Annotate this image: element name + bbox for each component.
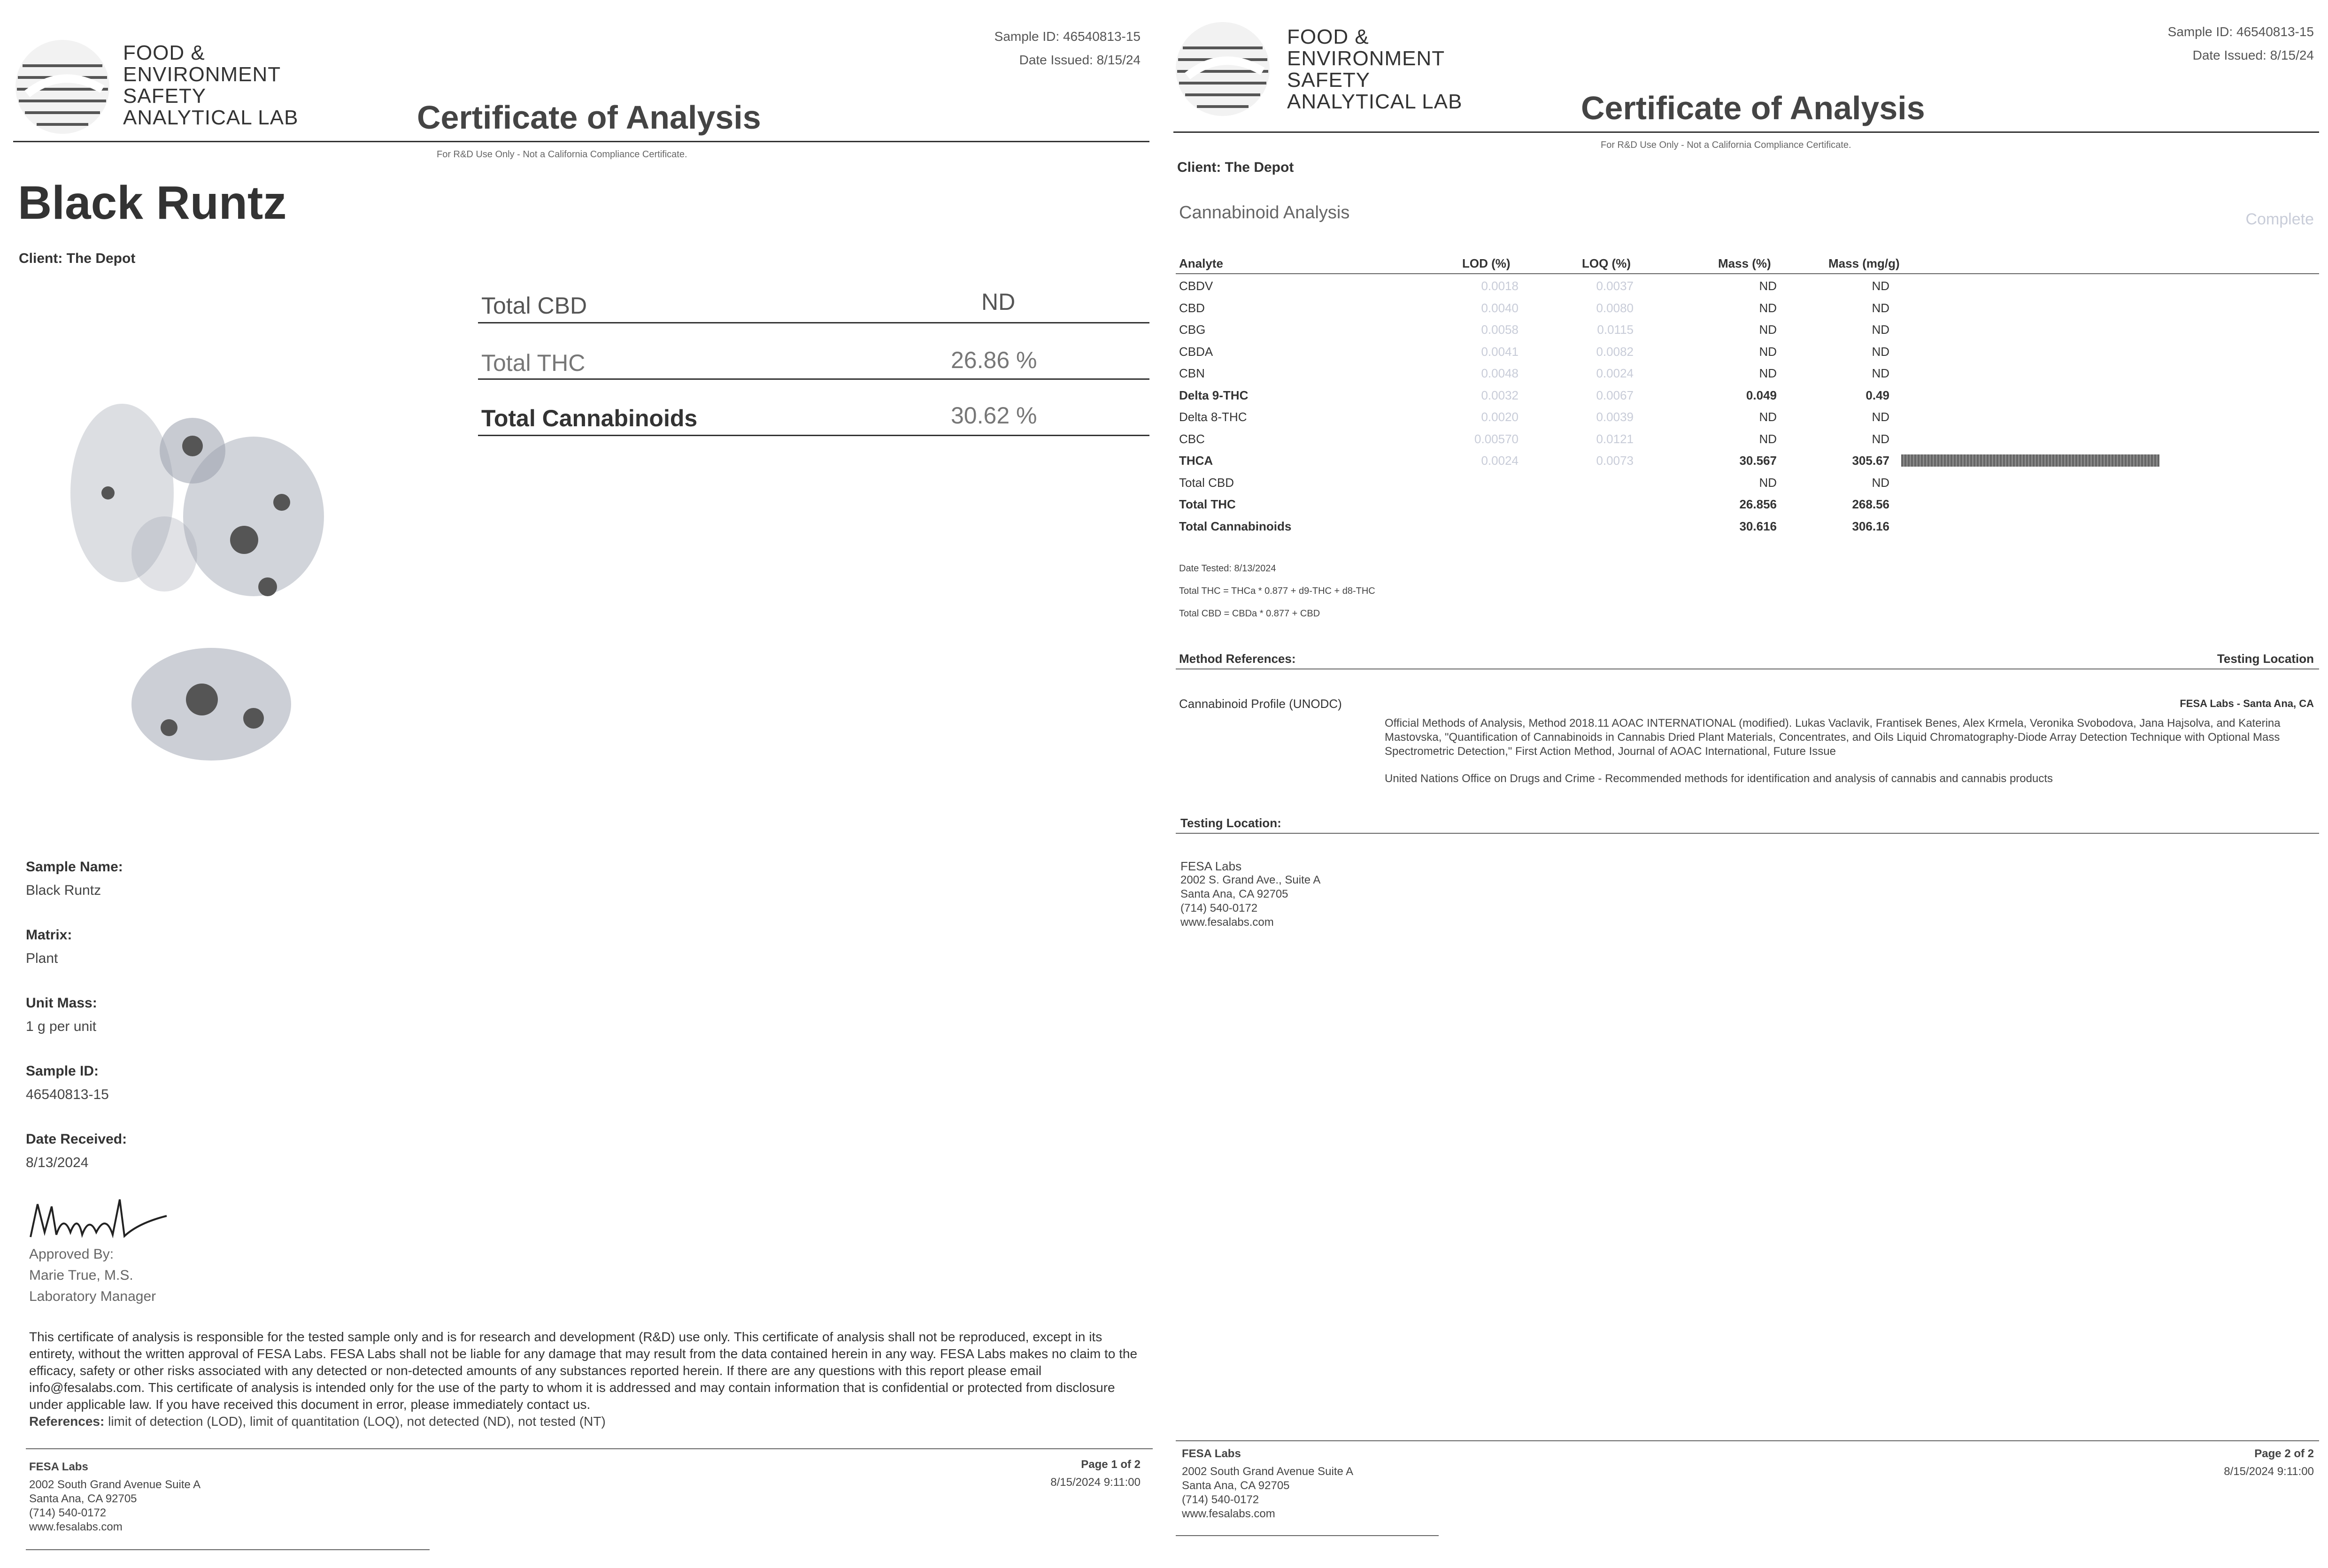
date-issued: Date Issued: 8/15/24 [1019,53,1141,67]
references-label: References: [29,1414,105,1429]
testing-location-address [1180,859,1320,930]
table-cell-lod: 0.0041 [1481,344,1519,359]
table-cell-loq: 0.0080 [1596,300,1634,315]
col-header: Mass (mg/g) [1828,256,1900,270]
sample-id-header: Sample ID: 46540813-15 [994,29,1141,44]
table-cell-analyte: CBG [1179,323,1206,337]
table-cell-mass-pct: ND [1759,279,1777,293]
table-cell-analyte: THCA [1179,453,1213,468]
testing-location-heading: Testing Location: [1180,816,1281,830]
formula-thc: Total THC = THCa * 0.877 + d9-THC + d8-THC [1179,586,1375,596]
loc-line: Santa Ana, CA 92705 [1180,888,1288,900]
table-cell-mass-pct: ND [1759,344,1777,359]
table-cell-analyte: Delta 9-THC [1179,388,1249,402]
logo-text [1287,26,1462,113]
col-header: LOQ (%) [1582,256,1631,270]
table-cell-loq: 0.0037 [1596,279,1634,293]
footer-line: Santa Ana, CA 92705 [29,1492,137,1505]
page-number: Page 1 of 2 [1081,1458,1141,1471]
table-cell-mass-pct: ND [1759,323,1777,337]
logo-text [123,42,298,129]
col-header: Mass (%) [1718,256,1771,270]
col-header: Analyte [1179,256,1223,270]
table-cell-loq: 0.0121 [1596,431,1634,446]
field-label: Unit Mass: [26,995,97,1011]
references-text: limit of detection (LOD), limit of quantitation (LOQ), not detected (ND), not tested (NT) [108,1414,606,1429]
footer-line: 2002 South Grand Avenue Suite A [29,1478,201,1491]
logo-line: FOOD & [123,41,205,64]
table-cell-lod: 0.0018 [1481,279,1519,293]
page-title: Certificate of Analysis [1581,90,1925,126]
table-cell-analyte: CBN [1179,366,1205,380]
footer-line: www.fesalabs.com [1182,1507,1275,1520]
table-cell-loq: 0.0115 [1597,323,1634,337]
table-cell-lod: 0.0058 [1481,323,1519,337]
print-timestamp: 8/15/2024 9:11:00 [2224,1465,2314,1478]
logo-line: SAFETY [1287,69,1371,92]
table-cell-analyte: Delta 8-THC [1179,410,1247,424]
loc-line: www.fesalabs.com [1180,916,1274,929]
formula-cbd: Total CBD = CBDa * 0.877 + CBD [1179,608,1320,619]
summary-label: Total CBD [481,292,587,319]
table-cell-analyte: CBDV [1179,279,1213,293]
disclaimer: This certificate of analysis is responsible for the tested sample only and is for research and development (R&D) use only. This certificate of analysis shall not be reproduced, except in its entirety, without the written approval of FESA Labs. FESA Labs shall not be liable for any damage that may result from the data contained herein in any way. FESA Labs makes no claim to the efficacy, safety or other risks associated with any detected or non-detected amounts of any substances reported herein. If there are any questions with this report please email info@fesalabs.com. This certificate of analysis is intended only for the use of the party to whom it is addressed and may contain information that is confidential or protected from disclosure under applicable law. If you have received this document in error, please immediately contact us. [29,1330,1138,1412]
field-value: 1 g per unit [26,1019,97,1034]
table-cell-lod: 0.0048 [1481,366,1519,380]
table-cell-lod: 0.0040 [1481,300,1519,315]
col-header: LOD (%) [1462,256,1511,270]
footer-rule [26,1448,1153,1449]
summary-rule [478,435,1149,436]
logo-line: ENVIRONMENT [123,63,281,86]
summary-label: Total Cannabinoids [481,405,698,431]
loc-line: (714) 540-0172 [1180,902,1258,915]
loc-line: 2002 S. Grand Ave., Suite A [1180,874,1321,886]
footer-line: (714) 540-0172 [1182,1493,1259,1506]
table-cell-mass-pct: ND [1759,300,1777,315]
footer-line: Santa Ana, CA 92705 [1182,1479,1290,1492]
table-cell-mass-pct: ND [1759,431,1777,446]
table-cell-mass-mg: ND [1872,366,1889,380]
page-info [2224,1447,2314,1479]
footer-line: www.fesalabs.com [29,1521,123,1533]
method-lab: FESA Labs - Santa Ana, CA [2180,698,2314,709]
testing-location-label: Testing Location [2217,652,2314,666]
table-cell-mass-mg: ND [1872,279,1889,293]
table-cell-mass-pct: ND [1759,475,1777,490]
footer-rule [1176,1440,2319,1441]
table-cell-mass-mg: 305.67 [1852,453,1889,468]
table-cell-mass-mg: 306.16 [1852,519,1889,533]
approver-title: Laboratory Manager [29,1289,156,1304]
logo-line: ENVIRONMENT [1287,47,1445,70]
field-label: Matrix: [26,927,72,943]
logo-line: ANALYTICAL LAB [1287,90,1463,113]
coa-page-2 [1164,0,2328,1568]
table-cell-loq: 0.0067 [1596,388,1634,402]
table-cell-mass-pct: ND [1759,366,1777,380]
logo-line: FOOD & [1287,25,1369,48]
field-value: 46540813-15 [26,1087,109,1102]
table-cell-mass-mg: ND [1872,431,1889,446]
table-cell-mass-mg: ND [1872,300,1889,315]
footer-lab: FESA Labs [29,1460,88,1473]
field-label: Date Received: [26,1131,127,1147]
table-header-rule [1176,273,2319,274]
table-cell-loq: 0.0024 [1596,366,1634,380]
table-cell-analyte: Total THC [1179,497,1236,511]
table-cell-mass-pct: ND [1759,410,1777,424]
table-cell-analyte: Total CBD [1179,475,1234,490]
lab-logo-icon [13,38,112,136]
table-cell-analyte: Total Cannabinoids [1179,519,1292,533]
field-label: Sample ID: [26,1063,99,1079]
client-name: Client: The Depot [1177,160,1294,175]
location-rule [1176,833,2319,834]
summary-value: ND [981,289,1016,315]
method-reference: United Nations Office on Drugs and Crime - Recommended methods for identification and analysis of cannabis and cannabis products [1385,772,2053,785]
method-reference: Official Methods of Analysis, Method 2018.11 AOAC INTERNATIONAL (modified). Lukas Vaclavik, Frantisek Benes, Alex Krmela, Veronika Svobodova, Jana Hajsolva, and Katerina Mastovska, "Quantification of Cannabinoids in Cannabis Dried Plant Materials, Concentrates, and Oils Liquid Chromatography-Diode Array Detection Technique with Optional Mass Spectrometric Detection," First Action Method, Journal of AOAC International, Future Issue [1385,717,2281,758]
logo-line: ANALYTICAL LAB [123,106,299,129]
footer-bottom-rule [26,1549,430,1550]
client-name: Client: The Depot [19,251,136,266]
compliance-note: For R&D Use Only - Not a California Compliance Certificate. [437,149,687,160]
table-cell-mass-mg: ND [1872,323,1889,337]
compliance-note: For R&D Use Only - Not a California Compliance Certificate. [1601,140,1851,150]
table-cell-lod: 0.0024 [1481,453,1519,468]
footer-lab: FESA Labs [1182,1447,1241,1460]
date-tested: Date Tested: 8/13/2024 [1179,563,1276,574]
sample-photo [47,399,338,765]
summary-rule [478,322,1149,323]
table-cell-analyte: CBDA [1179,344,1213,359]
page-number: Page 2 of 2 [2254,1447,2314,1460]
table-cell-loq: 0.0039 [1596,410,1634,424]
table-cell-analyte: CBD [1179,300,1205,315]
table-cell-mass-pct: 0.049 [1746,388,1777,402]
table-cell-loq: 0.0082 [1596,344,1634,359]
section-title: Cannabinoid Analysis [1179,203,1350,223]
lab-logo-icon [1173,20,1272,118]
table-cell-mass-mg: ND [1872,475,1889,490]
thca-level-bar [1901,454,2159,467]
footer-address [29,1460,200,1534]
field-value: Plant [26,951,58,966]
table-cell-lod: 0.0032 [1481,388,1519,402]
footer-line: (714) 540-0172 [29,1507,107,1519]
page-title: Certificate of Analysis [417,99,761,136]
loc-lab: FESA Labs [1180,859,1242,873]
summary-value: 30.62 % [951,402,1037,429]
references [29,1414,606,1429]
table-cell-mass-mg: ND [1872,410,1889,424]
table-cell-mass-mg: 268.56 [1852,497,1889,511]
method-name: Cannabinoid Profile (UNODC) [1179,697,1342,711]
logo-line: SAFETY [123,85,207,108]
print-timestamp: 8/15/2024 9:11:00 [1050,1476,1141,1489]
field-value: 8/13/2024 [26,1155,89,1170]
approved-by-label: Approved By: [29,1246,114,1262]
table-cell-analyte: CBC [1179,431,1205,446]
table-cell-lod: 0.00570 [1474,431,1519,446]
table-cell-mass-mg: 0.49 [1865,388,1889,402]
signature [26,1195,176,1246]
footer-bottom-rule [1176,1535,1439,1536]
header-rule [1173,131,2319,133]
date-issued: Date Issued: 8/15/24 [2192,48,2314,62]
sample-id-header: Sample ID: 46540813-15 [2167,24,2314,39]
method-refs-label: Method References: [1179,652,1296,666]
field-label: Sample Name: [26,859,123,875]
approver-name: Marie True, M.S. [29,1268,133,1283]
header-rule [13,141,1149,142]
status-badge: Complete [2245,210,2314,228]
table-cell-mass-pct: 30.616 [1739,519,1777,533]
table-cell-mass-pct: 30.567 [1739,453,1777,468]
table-cell-mass-mg: ND [1872,344,1889,359]
footer-line: 2002 South Grand Avenue Suite A [1182,1465,1354,1478]
table-cell-loq: 0.0073 [1596,453,1634,468]
summary-rule [478,378,1149,380]
product-name: Black Runtz [18,177,287,229]
page-info [1050,1458,1141,1490]
footer-address [1182,1447,1353,1521]
table-cell-lod: 0.0020 [1481,410,1519,424]
summary-value: 26.86 % [951,347,1037,373]
field-value: Black Runtz [26,883,101,898]
summary-label: Total THC [481,350,586,376]
table-cell-mass-pct: 26.856 [1739,497,1777,511]
